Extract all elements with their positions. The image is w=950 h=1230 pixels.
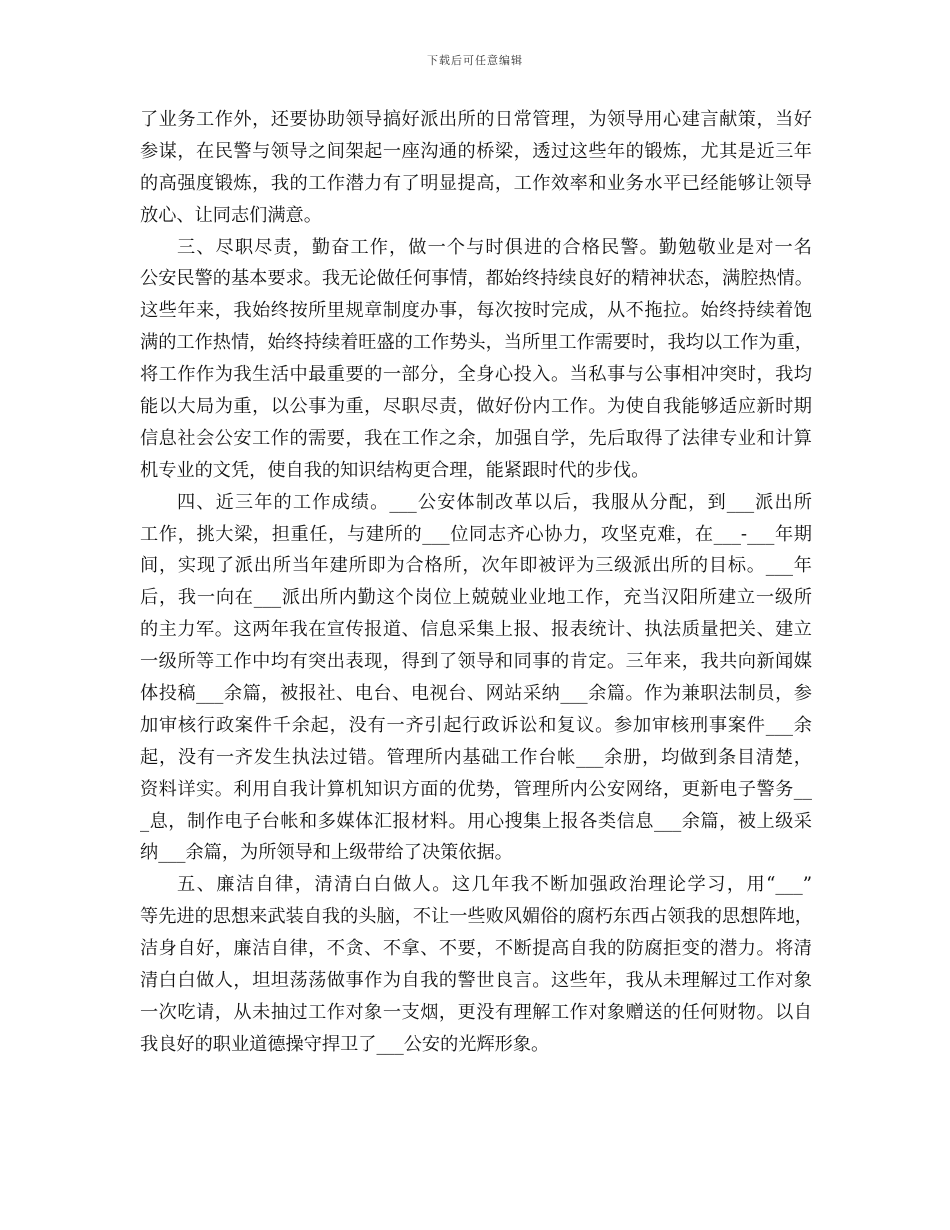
paragraph — [140, 104, 812, 232]
text-line: 间，实现了派出所当年建所即为合格所，次年即被评为三级派出所的目标。___年 — [140, 555, 812, 577]
text-line: 加审核行政案件千余起，没有一齐引起行政诉讼和复议。参加审核刑事案件___余 — [140, 714, 812, 736]
paragraph — [140, 487, 812, 870]
text-line: 放心、让同志们满意。 — [140, 204, 322, 226]
text-line: 三、尽职尽责，勤奋工作，做一个与时俱进的合格民警。勤勉敬业是对一名 — [177, 236, 812, 258]
text-line: 洁身自好，廉洁自律，不贪、不拿、不要，不断提高自我的防腐拒变的潜力。将清 — [140, 938, 812, 960]
text-line: 这些年来，我始终按所里规章制度办事，每次按时完成，从不拖拉。始终持续着饱 — [140, 300, 812, 322]
paragraph — [140, 869, 812, 1060]
document-body — [140, 104, 812, 1061]
text-line: 工作，挑大梁，担重任，与建所的___位同志齐心协力，攻坚克难，在___-___年期 — [140, 523, 812, 545]
text-line: 我良好的职业道德操守捍卫了___公安的光辉形象。 — [140, 1033, 550, 1055]
text-line: 纳___余篇，为所领导和上级带给了决策依据。 — [140, 842, 513, 864]
paragraph — [140, 232, 812, 487]
text-line: 满的工作热情，始终持续着旺盛的工作势头，当所里工作需要时，我均以工作为重， — [140, 332, 813, 354]
text-line: _息，制作电子台帐和多媒体汇报材料。用心搜集上报各类信息___余篇，被上级采 — [140, 810, 812, 832]
text-line: 等先进的思想来武装自我的头脑，不让一些败风媚俗的腐朽东西占领我的思想阵地， — [140, 906, 813, 928]
text-line: 资料详实。利用自我计算机知识方面的优势，管理所内公安网络，更新电子警务__ — [140, 778, 812, 800]
text-line: 后，我一向在___派出所内勤这个岗位上兢兢业业地工作，充当汉阳所建立一级所 — [140, 587, 812, 609]
text-line: 将工作作为我生活中最重要的一部分，全身心投入。当私事与公事相冲突时，我均 — [140, 364, 812, 386]
text-line: 的主力军。这两年我在宣传报道、信息采集上报、报表统计、执法质量把关、建立 — [140, 619, 812, 641]
text-line: 公安民警的基本要求。我无论做任何事情，都始终持续良好的精神状态，满腔热情。 — [140, 268, 813, 290]
text-line: 体投稿___余篇，被报社、电台、电视台、网站采纳___余篇。作为兼职法制员，参 — [140, 683, 812, 705]
text-line: 能以大局为重，以公事为重，尽职尽责，做好份内工作。为使自我能够适应新时期 — [140, 396, 812, 418]
text-line: 的高强度锻炼，我的工作潜力有了明显提高，工作效率和业务水平已经能够让领导 — [140, 172, 812, 194]
page-header: 下载后可任意编辑 — [427, 54, 523, 67]
text-line: 四、近三年的工作成绩。___公安体制改革以后，我服从分配，到___派出所 — [177, 491, 812, 513]
text-line: 五、廉洁自律，清清白白做人。这几年我不断加强政治理论学习，用“___” — [177, 874, 812, 896]
text-line: 机专业的文凭，使自我的知识结构更合理，能紧跟时代的步伐。 — [140, 459, 650, 481]
text-line: 了业务工作外，还要协助领导搞好派出所的日常管理，为领导用心建言献策，当好 — [140, 109, 812, 130]
text-line: 一次吃请，从未抽过工作对象一支烟，更没有理解工作对象赠送的任何财物。以自 — [140, 1001, 812, 1023]
text-line: 起，没有一齐发生执法过错。管理所内基础工作台帐___余册，均做到条目清楚， — [140, 746, 812, 768]
text-line: 一级所等工作中均有突出表现，得到了领导和同事的肯定。三年来，我共向新闻媒 — [140, 651, 812, 673]
text-line: 信息社会公安工作的需要，我在工作之余，加强自学，先后取得了法律专业和计算 — [140, 427, 812, 449]
text-line: 清白白做人，坦坦荡荡做事作为自我的警世良言。这些年，我从未理解过工作对象 — [140, 970, 812, 992]
text-line: 参谋，在民警与领导之间架起一座沟通的桥梁，透过这些年的锻炼，尤其是近三年 — [140, 140, 812, 162]
